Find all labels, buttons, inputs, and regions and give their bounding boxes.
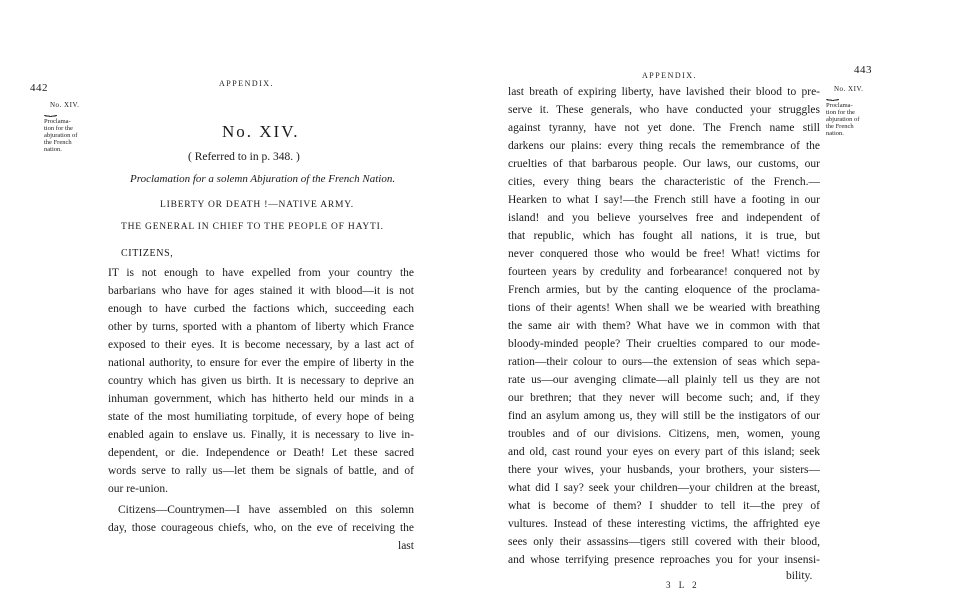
text-line: barbarians who have for ages stained it with blood—it is not [108,285,414,297]
text-line: and old, cast round your eyes on every part of this island; seek [508,446,820,458]
text-line: tions of their agents! When shall we be wearied with breathing [508,302,820,314]
text-line: country which has given us birth. It is necessary to deprive an [108,375,414,387]
brace-icon: ⏟ [826,90,840,101]
text-line: national authority, to ensure for ever the empire of liberty in the [108,357,414,369]
text-line: words serve to rally us—let them be signals of battle, and of [108,465,414,477]
text-line: other by turns, sported with a phantom of liberty which France [108,321,414,333]
margin-note-number: No. XIV. [834,85,864,93]
text-line: vultures. Instead of these interesting victims, the affrighted eye [508,518,820,530]
margin-note-text: Proclama- tion for the abjuration of the French nation. [826,102,860,137]
motto-line: LIBERTY OR DEATH !—NATIVE ARMY. [160,200,354,210]
text-line: last breath of expiring liberty, have lavished their blood to pre- [508,86,820,98]
left-page-number: 442 [30,82,48,94]
text-line: serve it. These generals, who have conducted your struggles [508,104,820,116]
margin-note-number: No. XIV. [50,101,80,109]
right-page [470,0,980,594]
text-line: enabled again to enslave us. Finally, it is necessary to live in- [108,429,414,441]
text-line: darkens our plains: every thing recals the remembrance of the [508,140,820,152]
text-line: exposed to their eyes. It is become necessary, by a last act of [108,339,414,351]
text-line: there your wives, your husbands, your brothers, your sisters— [508,464,820,476]
text-line: ration—their colour to ours—the extension of seas which sepa- [508,356,820,368]
text-line: dependent, or die. Independence or Death! Let these sacred [108,447,414,459]
catchword: last [398,540,414,552]
text-line: never conquered those who would be free! What! victims for [508,248,820,260]
text-line: the same air with them? What have we in common with that [508,320,820,332]
document-title: No. XIV. [222,122,300,141]
text-line: day, those courageous chiefs, who, on the eve of receiving the [108,522,414,534]
brace-icon: ⏟ [44,106,58,117]
text-line: sees only their assassins—tigers still covered with their blood, [508,536,820,548]
text-line: that republic, which has fought all nations, it is true, but [508,230,820,242]
text-line: rate us—our avenging climate—all plainly tell us they are not [508,374,820,386]
right-running-head: APPENDIX. [642,71,698,80]
text-line: and whose terrifying presence reproaches you for your insensi- [508,554,820,566]
text-line: enough to have curbed the factions which, succeeding each [108,303,414,315]
text-line: IT is not enough to have expelled from your country the [108,267,414,279]
right-page-number: 443 [854,64,872,76]
text-line: Hearken to what I say!—the French still have a footing in our [508,194,820,206]
left-margin-note [44,102,96,153]
text-line: our brethren; that they never will become such; and, if they [508,392,820,404]
left-running-head: APPENDIX. [219,79,275,88]
reference-note: ( Referred to in p. 348. ) [188,151,300,163]
text-line: against tyranny, have not yet done. The French name still [508,122,820,134]
general-line: THE GENERAL IN CHIEF TO THE PEOPLE OF HAYTI. [121,222,384,232]
right-margin-note [826,86,878,137]
text-line: island! and you believe yourselves free and independent of [508,212,820,224]
text-line: cities, every thing bears the characteristic of the French.— [508,176,820,188]
left-page [0,0,470,594]
salutation: CITIZENS, [121,248,174,259]
text-line: Citizens—Countrymen—I have assembled on this solemn [118,504,414,516]
text-line: bloody-minded people? Their cruelties compared to our mode- [508,338,820,350]
margin-note-text: Proclama- tion for the abjuration of the French nation. [44,118,78,153]
proclamation-heading: Proclamation for a solemn Abjuration of the French Nation. [130,173,396,185]
text-line: find an asylum among us, they will still be the instigators of our [508,410,820,422]
text-line: fourteen years by credulity and forbearance! conquered not by [508,266,820,278]
text-line: what is become of them? I shudder to tell it—the prey of [508,500,820,512]
text-line: cruelties of that barbarous people. Our laws, our customs, our [508,158,820,170]
text-line: bility. [786,570,813,582]
text-line: French armies, but by the canting eloquence of the proclama- [508,284,820,296]
text-line: inhuman government, which has hitherto held our minds in a [108,393,414,405]
text-line: our re-union. [108,483,169,495]
text-line: troubles and of our divisions. Citizens, men, women, young [508,428,820,440]
text-line: what did I say? seek your children—your children at the breast, [508,482,820,494]
signature-mark: 3 L 2 [666,580,700,590]
text-line: state of the most humiliating torpitude, of every hope of being [108,411,414,423]
